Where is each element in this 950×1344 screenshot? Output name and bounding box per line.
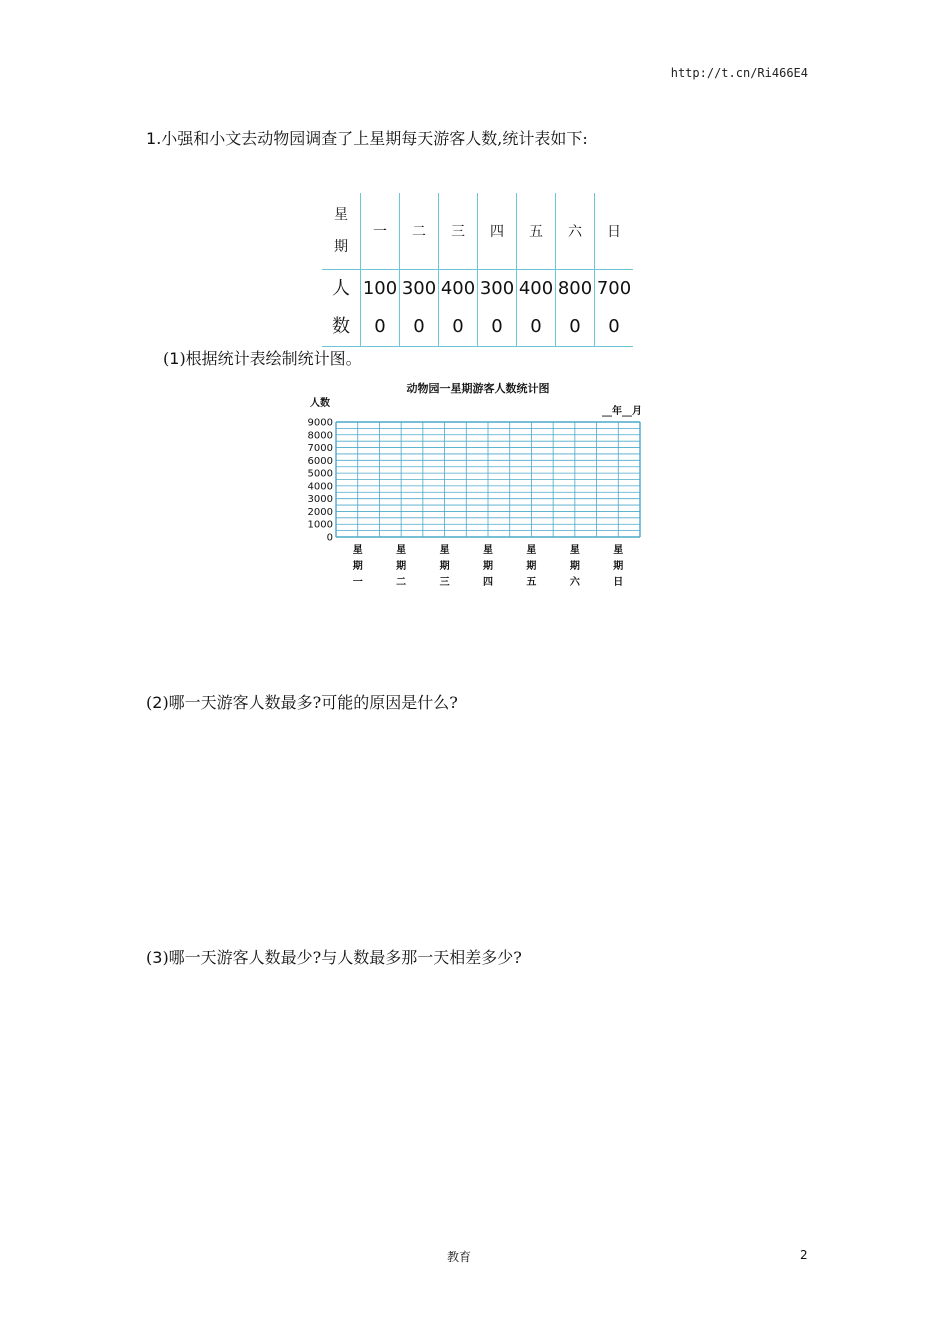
bar-chart [296,374,656,594]
count-cell: 400 0 [439,270,478,347]
day-cell: 三 [439,193,478,270]
x-category-label: 日 [613,577,624,588]
count-cell: 800 0 [556,270,595,347]
day-cell: 一 [361,193,400,270]
x-category-label: 星 [613,545,624,556]
x-category-label: 星 [483,545,493,556]
x-category-label: 期 [352,561,363,572]
x-category-label: 三 [439,577,450,588]
row-header-visitors: 人 数 [322,270,361,347]
count-cell: 300 0 [478,270,517,347]
x-category-label: 星 [396,545,407,556]
chart-y-ticks [308,418,333,544]
count-cell: 700 0 [595,270,634,347]
x-category-label: 期 [526,561,537,572]
x-category-label: 四 [483,577,493,588]
x-category-label: 二 [396,577,407,588]
question-1-text: .小强和小文去动物园调查了上星期每天游客人数,统计表如下: [156,129,588,148]
x-category-label: 期 [569,561,580,572]
sub-question-2: (2)哪一天游客人数最多?可能的原因是什么? [146,693,458,712]
chart-y-axis-label: 人数 [310,398,330,409]
question-1-number: 1 [146,129,157,148]
day-cell: 六 [556,193,595,270]
x-category-label: 星 [526,545,537,556]
sub-question-1: (1)根据统计表绘制统计图。 [163,349,362,368]
chart-x-labels [353,543,624,588]
count-cell: 100 0 [361,270,400,347]
question-1 [146,126,588,149]
statistics-table [322,193,633,347]
chart-title: 动物园一星期游客人数统计图 [406,382,550,395]
chart-grid [336,422,640,537]
source-url[interactable]: http://t.cn/Ri466E4 [670,66,808,80]
y-tick-label: 2000 [307,506,333,518]
x-category-label: 星 [352,545,363,556]
row-header-weekday: 星 期 [334,207,348,255]
table-row-weekday [322,193,633,270]
y-tick-label: 5000 [307,468,333,480]
y-tick-label: 9000 [307,417,333,429]
x-category-label: 五 [526,577,537,588]
y-tick-label: 7000 [307,443,333,455]
y-tick-label: 3000 [307,494,333,506]
count-cell: 300 0 [400,270,439,347]
x-category-label: 期 [483,561,493,572]
footer-label: 教育 [447,1250,472,1264]
x-category-label: 期 [396,561,407,572]
x-category-label: 一 [352,577,363,588]
y-tick-label: 4000 [307,481,333,493]
x-category-label: 期 [439,561,450,572]
day-cell: 四 [478,193,517,270]
table-row-visitors [322,270,633,347]
day-cell: 二 [400,193,439,270]
x-category-label: 六 [569,577,580,588]
y-tick-label: 8000 [307,430,333,442]
y-tick-label: 6000 [307,455,333,467]
x-category-label: 星 [569,545,580,556]
chart-date-label: __年__月 [602,406,642,417]
y-tick-label: 0 [326,532,333,544]
x-category-label: 星 [439,545,450,556]
count-cell: 400 0 [517,270,556,347]
x-category-label: 期 [613,561,624,572]
sub-question-3: (3)哪一天游客人数最少?与人数最多那一天相差多少? [146,948,522,967]
day-cell: 日 [595,193,634,270]
y-tick-label: 1000 [307,519,333,531]
page-number: 2 [800,1248,808,1262]
day-cell: 五 [517,193,556,270]
